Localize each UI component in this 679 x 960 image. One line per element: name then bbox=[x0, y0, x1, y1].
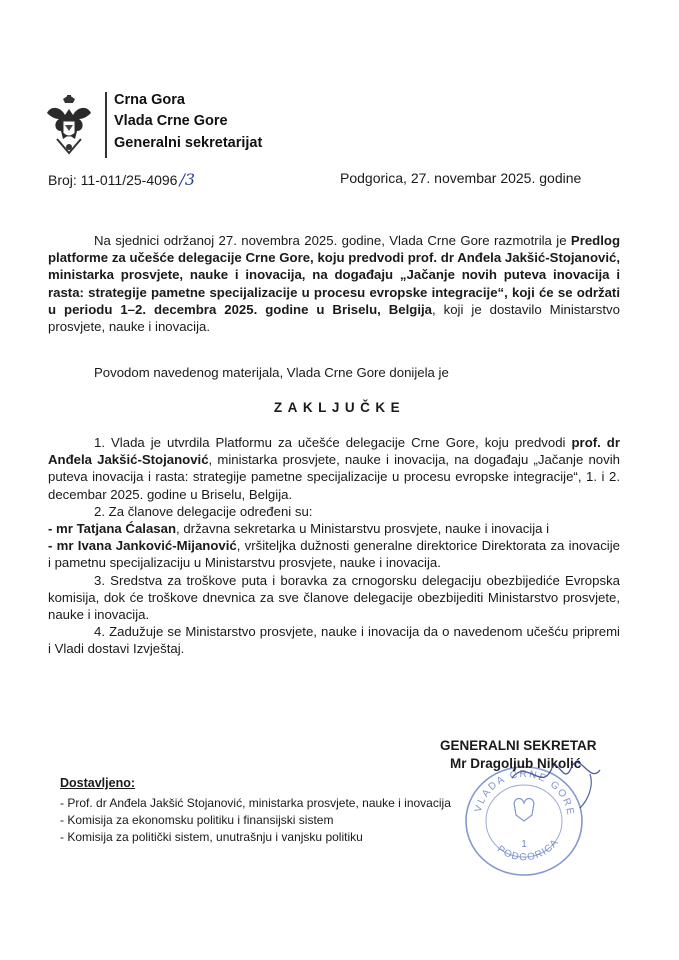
signatory-name: Mr Dragoljub Nikolić bbox=[450, 756, 582, 771]
header-secretariat: Generalni sekretarijat bbox=[114, 135, 263, 151]
adoption-paragraph: Povodom navedenog materijala, Vlada Crne Gore donijela je bbox=[94, 365, 449, 380]
delegation-member-1 bbox=[48, 520, 620, 537]
member-1-role: , državna sekretarka u Ministarstvu prosvjete, nauke i inovacija i bbox=[176, 521, 550, 537]
stamp-number: 1 bbox=[521, 839, 527, 850]
intro-text-3: , koji je dostavilo Ministarstvo prosvjete, nauke i inovacija. bbox=[48, 301, 620, 335]
distribution-title: Dostavljeno: bbox=[60, 776, 136, 790]
conclusions-title: ZAKLJUČKE bbox=[273, 400, 406, 415]
header-government: Vlada Crne Gore bbox=[114, 113, 228, 129]
conclusions-list bbox=[48, 434, 620, 658]
document-date: Podgorica, 27. novembar 2025. godine bbox=[340, 170, 582, 186]
stamp-top-text: VLADA CRNE GORE bbox=[472, 768, 576, 818]
member-1-name: - mr Tatjana Ćalasan bbox=[48, 521, 177, 537]
conclusion-4: 4. Zadužuje se Ministarstvo prosvjete, nauke i inovacija da o navedenom učešću pripremi i Vladi dostavi Izvještaj. bbox=[48, 624, 620, 657]
distribution-list bbox=[60, 795, 451, 846]
distribution-item: - Komisija za politički sistem, unutrašnju i vanjsku politiku bbox=[60, 829, 451, 846]
distribution-item: - Prof. dr Anđela Jakšić Stojanović, ministarka prosvjete, nauke i inovacija bbox=[60, 795, 451, 812]
intro-text-1: Na sjednici održanoj 27. novembra 2025. godine, Vlada Crne Gore razmotrila je bbox=[94, 233, 571, 248]
intro-paragraph bbox=[48, 232, 620, 335]
reference-number bbox=[48, 170, 195, 189]
member-2-name: - mr Ivana Janković-Mijanović bbox=[48, 538, 237, 554]
conclusion-1-minister: prof. dr Anđela Jakšić-Stojanović bbox=[48, 435, 620, 468]
reference-label: Broj: 11-011/25-4096 bbox=[48, 172, 178, 188]
conclusion-2-intro: 2. Za članove delegacije određeni su: bbox=[94, 503, 313, 519]
intro-text-bold: Predlog platforme za učešće delegacije Crne Gore, koju predvodi prof. dr Anđela Jakšić-Stojanović, ministarka prosvjete, nauke i inovacija, na događaju „Jačanje novih puteva inovacija i rasta: strategije pametne specijalizacije u procesu evropske integracije“, koji će se održati u periodu 1–2. decembra 2025. godine u Briselu, Belgija bbox=[48, 233, 620, 317]
signatory-title: GENERALNI SEKRETAR bbox=[440, 738, 597, 753]
member-2-role: , vršiteljka dužnosti generalne direktorice Direktorata za inovacije i pametnu specijalizaciju u Ministarstvu prosvjete, nauke i inovacija. bbox=[48, 538, 620, 571]
stamp-bottom-text: PODGORICA bbox=[494, 836, 562, 864]
header-divider bbox=[105, 92, 107, 158]
coat-of-arms-icon bbox=[43, 95, 95, 157]
conclusion-1 bbox=[48, 434, 620, 503]
distribution-item: - Komisija za ekonomsku politiku i finansijski sistem bbox=[60, 812, 451, 829]
conclusion-1-text-c: , ministarka prosvjete, nauke i inovacija, na događaju „Jačanje novih puteva inovacija i rasta: strategije pametne specijalizacije u procesu evropske integracije“, 1. i 2. decembar 2025. godine u Briselu, Belgija. bbox=[48, 452, 620, 502]
conclusion-3: 3. Sredstva za troškove puta i boravka za crnogorsku delegaciju obezbijediće Evropska komisija, dok će troškove dnevnica za sve članove delegacije obezbijediti Ministarstvo prosvjete, nauke i inovacija. bbox=[48, 572, 620, 623]
svg-text:PODGORICA bbox=[495, 837, 561, 863]
header-country: Crna Gora bbox=[114, 92, 185, 108]
handwritten-signature bbox=[472, 738, 622, 818]
handwritten-mark: /3 bbox=[179, 170, 196, 189]
delegation-member-2 bbox=[48, 537, 620, 571]
conclusion-1-text-a: 1. Vlada je utvrdila Platformu za učešće delegacije Crne Gore, koju predvodi bbox=[94, 435, 572, 450]
